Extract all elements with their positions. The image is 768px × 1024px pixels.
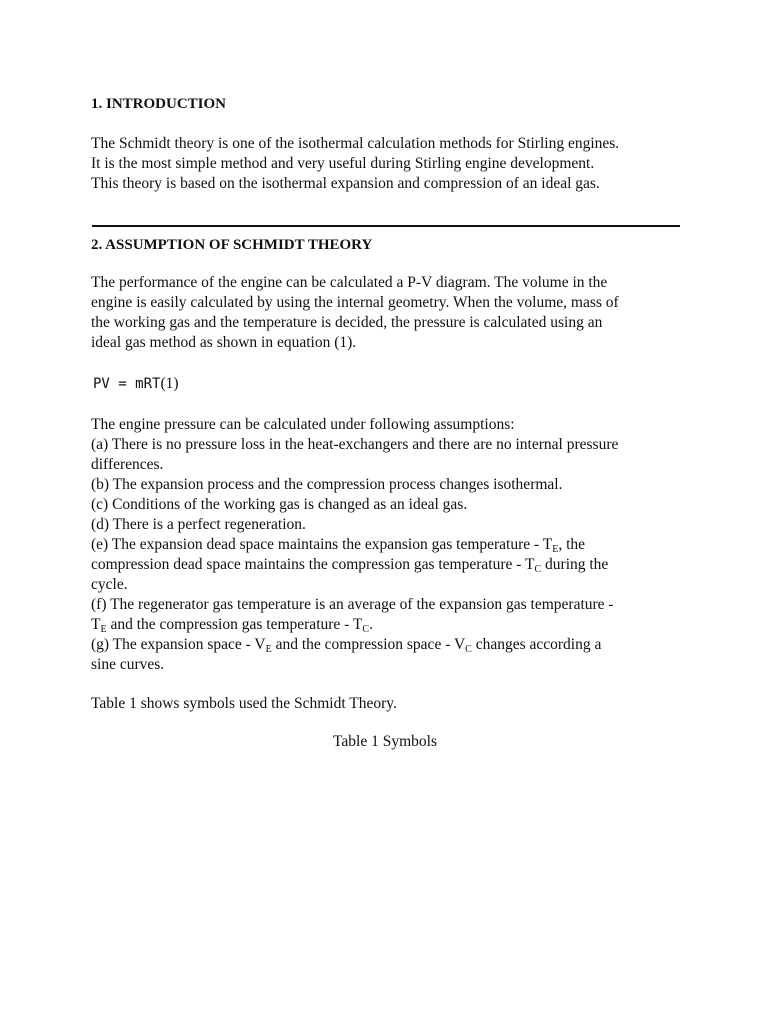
assumption-e-continued: [91, 555, 681, 575]
text-run: compression dead space maintains the compression gas temperature - T: [91, 555, 535, 573]
assumption-g-continued: sine curves.: [91, 655, 165, 673]
subscript: C: [534, 563, 542, 575]
text-run: (e) The expansion dead space maintains the expansion gas temperature - T: [91, 535, 553, 553]
table-caption: Table 1 Symbols: [333, 732, 437, 750]
subscript: C: [465, 643, 472, 655]
assumption-d: (d) There is a perfect regeneration.: [91, 515, 306, 533]
equation-1: [91, 374, 681, 394]
performance-paragraph: [91, 273, 681, 353]
text-run: and the compression space - V: [271, 635, 466, 653]
text-run: T: [91, 615, 101, 633]
assumptions-intro: The engine pressure can be calculated under following assumptions:: [91, 415, 515, 433]
text-run: , the: [558, 535, 586, 553]
assumption-a: (a) There is no pressure loss in the heat-exchangers and there are no internal pressure: [91, 435, 619, 453]
text-run: .: [369, 615, 373, 633]
assumption-f: (f) The regenerator gas temperature is an average of the expansion gas temperature -: [91, 595, 614, 613]
text-run: during the: [541, 555, 609, 573]
section-2-heading: 2. ASSUMPTION OF SCHMIDT THEORY: [91, 236, 373, 253]
assumption-e: [91, 535, 681, 555]
paragraph-line: The Schmidt theory is one of the isothermal calculation methods for Stirling engines.: [91, 135, 620, 152]
text-run: changes according a: [471, 635, 602, 653]
assumption-c: (c) Conditions of the working gas is changed as an ideal gas.: [91, 495, 468, 513]
subscript: C: [362, 623, 370, 635]
assumptions-list: [91, 415, 681, 675]
subscript: E: [552, 543, 559, 555]
paragraph-line: It is the most simple method and very useful during Stirling engine development.: [91, 155, 595, 172]
paragraph-line: engine is easily calculated by using the internal geometry. When the volume, mass of: [91, 293, 619, 311]
assumption-e-continued: cycle.: [91, 575, 128, 593]
introduction-paragraph: [91, 134, 681, 194]
paragraph-line: The performance of the engine can be calculated a P-V diagram. The volume in the: [91, 273, 608, 291]
equation-formula: PV = mRT: [93, 375, 161, 392]
subscript: E: [265, 643, 272, 655]
text-run: (g) The expansion space - V: [91, 635, 266, 653]
table-reference: Table 1 shows symbols used the Schmidt Theory.: [91, 694, 397, 712]
assumption-f-continued: [91, 615, 681, 635]
paragraph-line: the working gas and the temperature is decided, the pressure is calculated using an: [91, 313, 603, 331]
paragraph-line: ideal gas method as shown in equation (1).: [91, 333, 357, 351]
text-run: and the compression gas temperature - T: [106, 615, 363, 633]
subscript: E: [100, 623, 107, 635]
section-divider: [92, 225, 680, 227]
assumption-a-continued: differences.: [91, 455, 164, 473]
equation-number: (1): [160, 374, 179, 392]
assumption-b: (b) The expansion process and the compression process changes isothermal.: [91, 475, 563, 493]
paragraph-line: This theory is based on the isothermal expansion and compression of an ideal gas.: [91, 175, 600, 192]
document-page: [91, 90, 681, 752]
section-1-heading: 1. INTRODUCTION: [91, 96, 227, 112]
assumption-g: [91, 635, 681, 655]
